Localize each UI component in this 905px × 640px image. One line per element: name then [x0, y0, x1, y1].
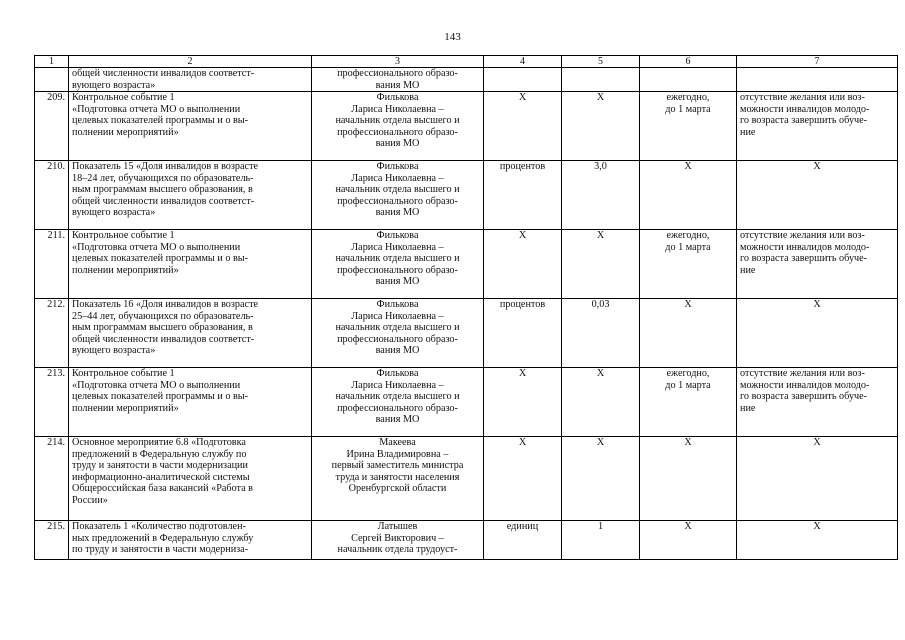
term-line: ежегодно,: [666, 92, 710, 103]
note-cell: [737, 161, 898, 230]
item-name-cell: [69, 299, 312, 368]
responsible-line: профессионального образо-: [337, 264, 458, 276]
item-name-line: Основное мероприятие 6.8 «Подготовка: [72, 437, 246, 448]
row-number: 212.: [35, 299, 69, 368]
term-cell: [640, 521, 737, 560]
item-name-line: вующего возраста»: [72, 79, 156, 91]
term-line: X: [684, 437, 692, 448]
responsible-line: профессионального образо-: [337, 333, 458, 345]
responsible-line: Макеева: [379, 437, 416, 448]
item-name-line: 25–44 лет, обучающихся по образователь-: [72, 310, 254, 322]
row-number: 215.: [35, 521, 69, 560]
value-cell: X: [562, 92, 640, 161]
responsible-line: профессионального образо-: [337, 68, 458, 79]
responsible-line: Сергей Викторович –: [351, 532, 444, 544]
responsible-line: Филькова: [376, 92, 419, 103]
responsible-cell: [312, 368, 484, 437]
responsible-line: Латышев: [377, 521, 418, 532]
note-cell: [737, 437, 898, 521]
term-line: X: [684, 299, 692, 310]
header-cell: 1: [35, 56, 69, 68]
unit-cell: X: [484, 92, 562, 161]
item-name-line: ным программам высшего образования, в: [72, 322, 253, 333]
row-number: 210.: [35, 161, 69, 230]
value-cell: X: [562, 437, 640, 521]
responsible-line: начальник отдела высшего и: [335, 322, 460, 333]
item-name-cell: [69, 92, 312, 161]
header-row: [35, 56, 898, 68]
note-line: ние: [740, 264, 756, 276]
note-line: X: [813, 521, 821, 532]
responsible-line: Филькова: [376, 230, 419, 241]
unit-cell: X: [484, 230, 562, 299]
responsible-cell: [312, 521, 484, 560]
table-row: [35, 92, 898, 161]
item-name-line: полнении мероприятий»: [72, 264, 179, 276]
responsible-line: вания МО: [375, 414, 420, 425]
item-name-line: Общероссийская база вакансий «Работа в: [72, 483, 253, 494]
item-name-line: Показатель 16 «Доля инвалидов в возрасте: [72, 299, 259, 310]
page-number: 143: [444, 31, 461, 43]
responsible-cell: [312, 230, 484, 299]
note-line: можности инвалидов молодо-: [740, 379, 870, 391]
item-name-cell: [69, 368, 312, 437]
unit-cell: [484, 68, 562, 92]
responsible-line: Лариса Николаевна –: [351, 103, 444, 115]
unit-cell: единиц: [484, 521, 562, 560]
table-row: [35, 368, 898, 437]
table-row: [35, 68, 898, 92]
table-row: [35, 299, 898, 368]
item-name-line: полнении мероприятий»: [72, 402, 179, 414]
value-cell: 1: [562, 521, 640, 560]
item-name-line: «Подготовка отчета МО о выполнении: [72, 103, 241, 115]
header-cell: 3: [312, 56, 484, 68]
responsible-line: первый заместитель министра: [331, 460, 464, 471]
responsible-line: профессионального образо-: [337, 126, 458, 138]
item-name-line: Показатель 15 «Доля инвалидов в возрасте: [72, 161, 259, 172]
term-line: ежегодно,: [666, 368, 710, 379]
responsible-line: Лариса Николаевна –: [351, 172, 444, 184]
item-name-line: предложений в Федеральную службу по: [72, 448, 247, 460]
term-line: ежегодно,: [666, 230, 710, 241]
item-name-line: ных предложений в Федеральную службу: [72, 532, 254, 544]
responsible-line: Лариса Николаевна –: [351, 379, 444, 391]
responsible-line: Филькова: [376, 161, 419, 172]
value-cell: 0,03: [562, 299, 640, 368]
note-line: отсутствие желания или воз-: [740, 230, 865, 241]
item-name-line: целевых показателей программы и о вы-: [72, 253, 249, 264]
header-cell: 6: [640, 56, 737, 68]
note-line: го возраста завершить обуче-: [740, 115, 868, 126]
term-cell: [640, 299, 737, 368]
responsible-line: вания МО: [375, 276, 420, 287]
item-name-line: труду и занятости в части модернизации: [72, 460, 248, 471]
item-name-cell: [69, 161, 312, 230]
responsible-line: начальник отдела высшего и: [335, 115, 460, 126]
unit-cell: процентов: [484, 161, 562, 230]
item-name-cell: [69, 230, 312, 299]
item-name-line: информационно-аналитической системы: [72, 471, 250, 483]
note-line: X: [813, 299, 821, 310]
item-name-line: целевых показателей программы и о вы-: [72, 391, 249, 402]
item-name-line: России»: [72, 494, 108, 506]
responsible-cell: [312, 92, 484, 161]
item-name-line: Контрольное событие 1: [72, 368, 175, 379]
term-line: X: [684, 521, 692, 532]
table-row: [35, 437, 898, 521]
responsible-line: вания МО: [375, 345, 420, 356]
item-name-line: Контрольное событие 1: [72, 230, 175, 241]
item-name-cell: [69, 437, 312, 521]
term-line: до 1 марта: [665, 241, 711, 253]
responsible-line: начальник отдела трудоуст-: [337, 544, 458, 555]
value-cell: 3,0: [562, 161, 640, 230]
responsible-line: Филькова: [376, 299, 419, 310]
table-row: [35, 521, 898, 560]
row-number: [35, 68, 69, 92]
value-cell: X: [562, 368, 640, 437]
header-cell: 4: [484, 56, 562, 68]
note-line: X: [813, 437, 821, 448]
note-line: X: [813, 161, 821, 172]
note-line: отсутствие желания или воз-: [740, 92, 865, 103]
item-name-line: Показатель 1 «Количество подготовлен-: [72, 521, 246, 532]
row-number: 209.: [35, 92, 69, 161]
term-cell: [640, 368, 737, 437]
note-cell: [737, 230, 898, 299]
item-name-line: общей численности инвалидов соответст-: [72, 195, 255, 207]
table-row: [35, 230, 898, 299]
item-name-line: 18–24 лет, обучающихся по образователь-: [72, 172, 254, 184]
header-cell: 5: [562, 56, 640, 68]
note-cell: [737, 92, 898, 161]
item-name-line: по труду и занятости в части модерниза-: [72, 544, 249, 555]
unit-cell: X: [484, 437, 562, 521]
note-line: го возраста завершить обуче-: [740, 391, 868, 402]
note-line: ние: [740, 126, 756, 138]
responsible-line: профессионального образо-: [337, 402, 458, 414]
term-cell: [640, 68, 737, 92]
item-name-line: «Подготовка отчета МО о выполнении: [72, 241, 241, 253]
note-cell: [737, 299, 898, 368]
header-cell: 2: [69, 56, 312, 68]
responsible-line: вания МО: [375, 207, 420, 218]
responsible-cell: [312, 161, 484, 230]
responsible-line: вания МО: [375, 79, 420, 91]
responsible-line: начальник отдела высшего и: [335, 391, 460, 402]
item-name-cell: [69, 521, 312, 560]
row-number: 213.: [35, 368, 69, 437]
responsible-line: Филькова: [376, 368, 419, 379]
note-cell: [737, 368, 898, 437]
responsible-cell: [312, 299, 484, 368]
row-number: 214.: [35, 437, 69, 521]
item-name-line: ным программам высшего образования, в: [72, 184, 253, 195]
responsible-line: начальник отдела высшего и: [335, 184, 460, 195]
term-cell: [640, 437, 737, 521]
term-line: до 1 марта: [665, 379, 711, 391]
note-line: ние: [740, 402, 756, 414]
table-row: [35, 161, 898, 230]
term-line: до 1 марта: [665, 103, 711, 115]
note-cell: [737, 521, 898, 560]
note-line: можности инвалидов молодо-: [740, 241, 870, 253]
item-name-cell: [69, 68, 312, 92]
responsible-cell: [312, 437, 484, 521]
term-cell: [640, 230, 737, 299]
unit-cell: X: [484, 368, 562, 437]
responsible-line: Лариса Николаевна –: [351, 241, 444, 253]
note-line: го возраста завершить обуче-: [740, 253, 868, 264]
item-name-line: общей численности инвалидов соответст-: [72, 68, 255, 79]
responsible-cell: [312, 68, 484, 92]
item-name-line: «Подготовка отчета МО о выполнении: [72, 379, 241, 391]
responsible-line: Оренбургской области: [348, 483, 447, 494]
unit-cell: процентов: [484, 299, 562, 368]
responsible-line: Лариса Николаевна –: [351, 310, 444, 322]
item-name-line: вующего возраста»: [72, 345, 156, 356]
responsible-line: вания МО: [375, 138, 420, 149]
header-cell: 7: [737, 56, 898, 68]
note-line: отсутствие желания или воз-: [740, 368, 865, 379]
note-line: можности инвалидов молодо-: [740, 103, 870, 115]
note-cell: [737, 68, 898, 92]
item-name-line: целевых показателей программы и о вы-: [72, 115, 249, 126]
term-cell: [640, 161, 737, 230]
responsible-line: труда и занятости населения: [335, 471, 460, 483]
value-cell: X: [562, 230, 640, 299]
item-name-line: вующего возраста»: [72, 207, 156, 218]
item-name-line: полнении мероприятий»: [72, 126, 179, 138]
item-name-line: Контрольное событие 1: [72, 92, 175, 103]
item-name-line: общей численности инвалидов соответст-: [72, 333, 255, 345]
row-number: 211.: [35, 230, 69, 299]
term-line: X: [684, 161, 692, 172]
responsible-line: начальник отдела высшего и: [335, 253, 460, 264]
responsible-line: Ирина Владимировна –: [346, 448, 449, 460]
plan-table: [34, 55, 898, 560]
value-cell: [562, 68, 640, 92]
term-cell: [640, 92, 737, 161]
responsible-line: профессионального образо-: [337, 195, 458, 207]
